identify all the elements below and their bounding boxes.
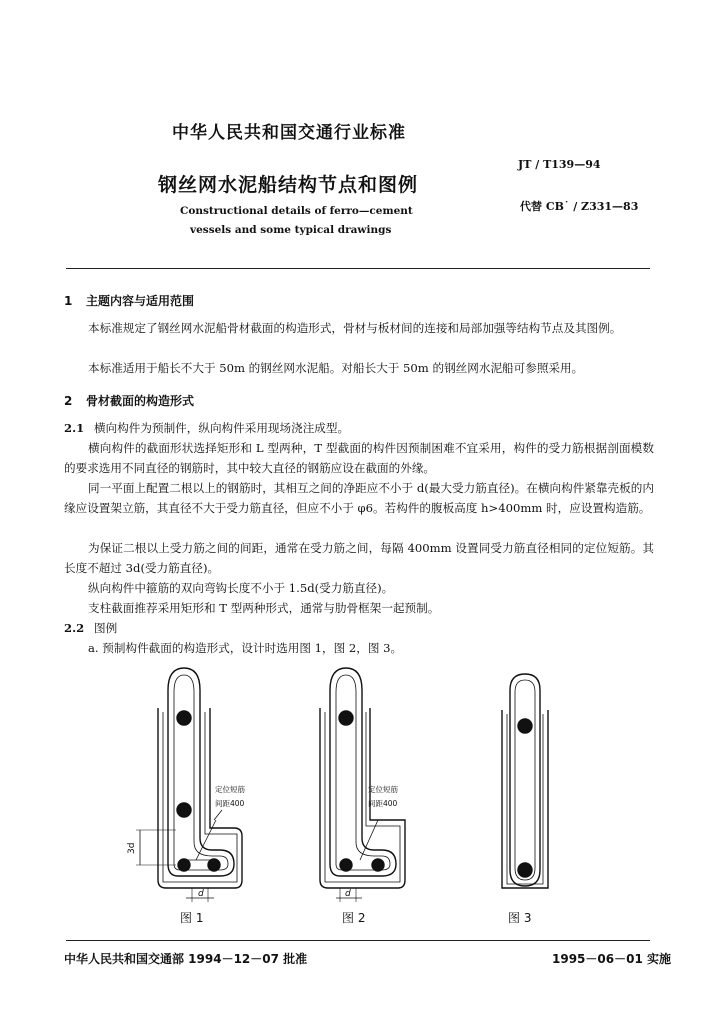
- standard-name: 中华人民共和国交通行业标准: [172, 123, 406, 143]
- section-1-number: 1: [64, 294, 73, 308]
- section-2-2-item-a: a. 预制构件截面的构造形式，设计时选用图 1，图 2，图 3。: [88, 641, 403, 655]
- fig2-annotation-line1: 定位短筋: [368, 785, 398, 794]
- fig1-rebar-bottom-right: [208, 859, 220, 871]
- section-2-1-paragraph-6: 支柱截面推荐采用矩形和 T 型两种形式，通常与肋骨框架一起预制。: [88, 601, 440, 615]
- fig1-dim-d: d: [198, 889, 204, 899]
- section-1-heading: [64, 292, 194, 309]
- fig2-caption: 图 2: [342, 911, 366, 925]
- fig1-annotation-line1: 定位短筋: [215, 785, 245, 794]
- section-1-paragraph-2: 本标准适用于船长不大于 50m 的钢丝网水泥船。对船长大于 50m 的钢丝网水泥船可参照采用。: [88, 361, 584, 375]
- fig3-rebar-bottom: [518, 863, 532, 877]
- section-2-heading: [64, 392, 194, 409]
- fig1-dim-3d: 3d: [127, 842, 137, 854]
- section-2-1-number: 2.1: [64, 421, 85, 435]
- fig1-annotation-line2: 间距400: [215, 799, 245, 808]
- fig1-caption: 图 1: [180, 911, 204, 925]
- document-title-en-line1: Constructional details of ferro—cement: [180, 205, 413, 217]
- replaces-code: 代替 CB˙ / Z331—83: [520, 200, 639, 213]
- fig2-rebar-bottom-left: [340, 859, 352, 871]
- section-2-1-paragraph-5: 纵向构件中箍筋的双向弯钩长度不小于 1.5d(受力筋直径)。: [88, 581, 394, 595]
- section-2-2-label: 图例: [94, 621, 118, 635]
- section-2-number: 2: [64, 394, 73, 408]
- header-divider: [66, 268, 650, 269]
- document-title-cn: 钢丝网水泥船结构节点和图例: [158, 174, 419, 196]
- section-2-1-paragraph-2: 横向构件的截面形状选择矩形和 L 型两种，T 型截面的构件因预制困难不宜采用，构件的受力筋根据剖面模数的要求选用不同直径的钢筋时，其中较大直径的钢筋应设在截面的外缘。: [64, 441, 654, 475]
- section-1-paragraph-1: 本标准规定了钢丝网水泥船骨材截面的构造形式，骨材与板材间的连接和局部加强等结构节点及其图例。: [88, 321, 622, 335]
- approval-info: 中华人民共和国交通部 1994－12－07 批准: [64, 952, 308, 966]
- fig2-dim-d: d: [345, 889, 351, 899]
- section-2-1-paragraph-4: 为保证二根以上受力筋之间的间距，通常在受力筋之间，每隔 400mm 设置同受力筋直径相同的定位短筋。其长度不超过 3d(受力筋直径)。: [64, 541, 654, 575]
- fig2-rebar-bottom-right: [372, 859, 384, 871]
- fig2-rebar-top: [339, 711, 353, 725]
- implementation-date: 1995－06－01 实施: [552, 952, 671, 966]
- standard-code: JT / T139—94: [518, 158, 601, 171]
- footer-divider: [66, 940, 650, 941]
- section-2-1-paragraph-1: 横向构件为预制件，纵向构件采用现场浇注成型。: [94, 421, 350, 435]
- fig1-rebar-bottom-left: [178, 859, 190, 871]
- section-2-1-line: [64, 418, 654, 438]
- section-2-2-number: 2.2: [64, 621, 85, 635]
- fig2-annotation-line2: 间距400: [368, 799, 398, 808]
- fig1-rebar-top: [177, 711, 191, 725]
- section-2-title: 骨材截面的构造形式: [86, 394, 195, 408]
- section-2-2-line: [64, 618, 654, 638]
- fig1-rebar-mid: [177, 803, 191, 817]
- fig3-caption: 图 3: [508, 911, 532, 925]
- fig3-rebar-top: [518, 719, 532, 733]
- section-1-title: 主题内容与适用范围: [86, 294, 195, 308]
- section-2-1-paragraph-3: 同一平面上配置二根以上的钢筋时，其相互之间的净距应不小于 d(最大受力筋直径)。在横向构件紧靠壳板的内缘应设置架立筋，其直径不大于受力筋直径，但应不小于 φ6。若构件的腹板高度 h>400mm 时，应设置构造筋。: [64, 481, 654, 515]
- document-title-en-line2: vessels and some typical drawings: [190, 224, 392, 236]
- figure-3: [502, 674, 548, 888]
- figures-drawing: [0, 660, 716, 940]
